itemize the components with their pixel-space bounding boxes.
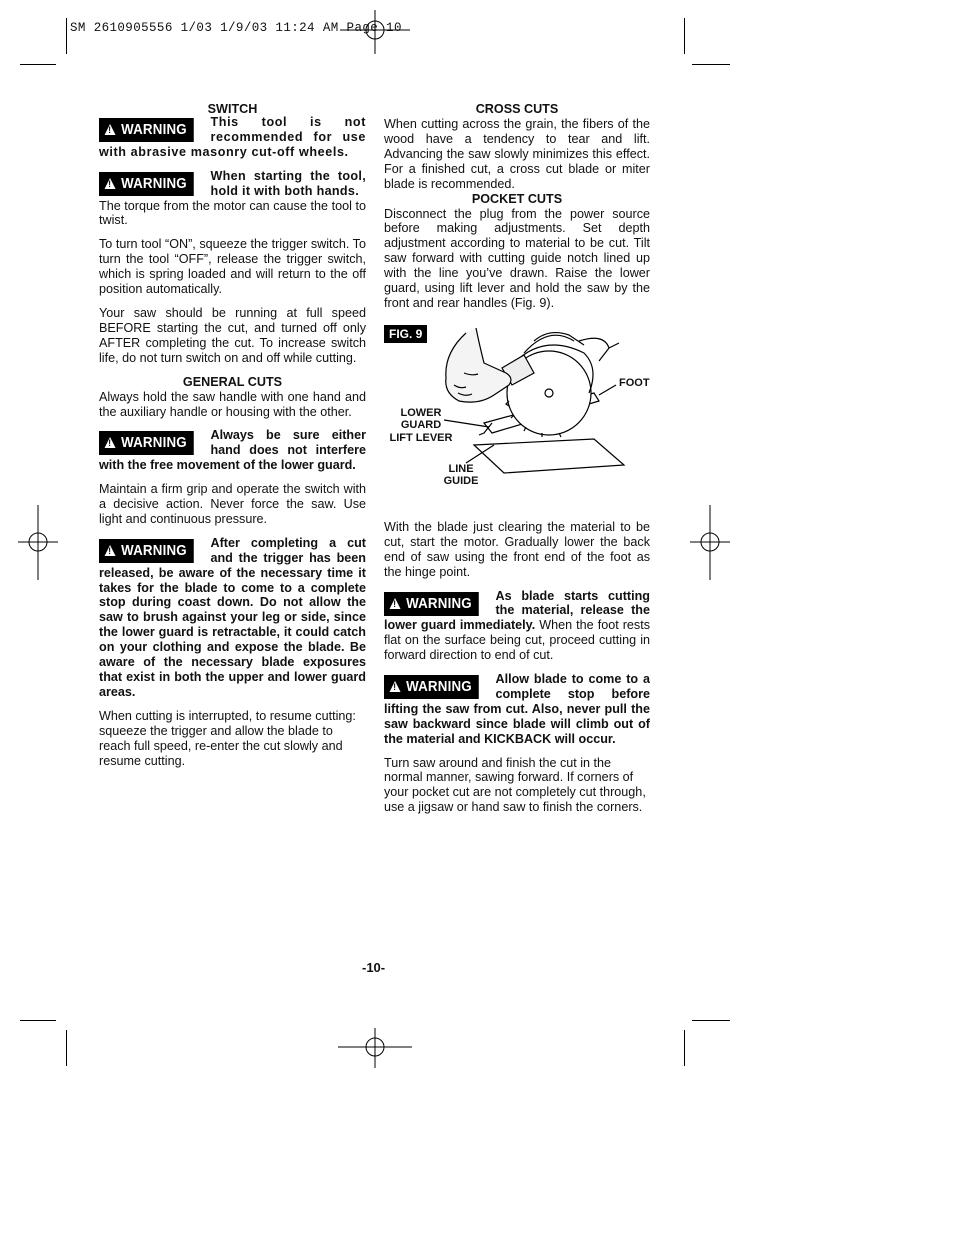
pocket-cuts-text: Disconnect the plug from the power source before making adjustments. Set depth adjustment according to material to be cut. Tilt saw forward with cutting guide notch lined up with the line you’ve drawn. Raise the lower guard, using lift lever and hold the saw by the front and rear handles (Fig. 9). xyxy=(384,206,650,310)
warning-masonry: !WARNING This tool is not recommended for use with abrasive masonry cut-off wheels. xyxy=(99,115,366,160)
warning-both-hands: !WARNING When starting the tool, hold it with both hands. xyxy=(99,169,366,199)
warning-triangle-icon xyxy=(390,681,401,692)
warning-badge: !WARNING xyxy=(384,675,479,699)
figure-9 xyxy=(384,323,654,511)
warning-coast-down: !WARNING After completing a cut and the trigger has been released, be aware of the necessary time it takes for the blade to come to a complete stop during coast down. Do not allow the saw to brush against your leg or side, since the lower guard is retractable, it could catch on your clothing and expose the blade. Be aware of the necessary blade exposures that exist in both the upper and lower guard areas. xyxy=(99,536,366,700)
torque-text: The torque from the motor can cause the tool to twist. xyxy=(99,198,366,228)
warning-triangle-icon xyxy=(105,124,116,135)
warning-badge: !WARNING xyxy=(384,592,479,616)
cross-cuts-text: When cutting across the grain, the fibers of the wood have a tendency to tear and lift. Advancing the saw slowly minimizes this effect. For a finished cut, a cross cut blade or miter blade is recommended. xyxy=(384,117,650,191)
left-column xyxy=(99,102,366,777)
cross-cuts-heading: CROSS CUTS xyxy=(475,102,559,116)
warning-triangle-icon xyxy=(105,178,116,189)
on-off-text: To turn tool “ON”, squeeze the trigger switch. To turn the tool “OFF”, release the trigger switch, which is spring loaded and will return to the off position automatically. xyxy=(99,237,366,297)
pocket-cuts-heading: POCKET CUTS xyxy=(471,191,563,206)
blade-clearing-text: With the blade just clearing the material to be cut, start the motor. Gradually lower the back end of saw using the front end of the foot as the hinge point. xyxy=(384,519,650,579)
warning-triangle-icon xyxy=(105,545,116,556)
warning-badge: !WARNING xyxy=(99,431,194,455)
warning-badge: !WARNING xyxy=(99,539,194,563)
interrupted-text: When cutting is interrupted, to resume cutting: squeeze the trigger and allow the blade to reach full speed, re-enter the cut slowly and resume cutting. xyxy=(99,708,356,768)
callout-line-guide: LINE GUIDE xyxy=(443,462,479,488)
warning-triangle-icon xyxy=(390,598,401,609)
general-cuts-heading: GENERAL CUTS xyxy=(182,374,283,389)
warning-badge: !WARNING xyxy=(99,118,194,142)
right-column xyxy=(384,102,650,824)
callout-lower-guard: LOWER GUARD LIFT LEVER xyxy=(389,406,453,444)
switch-heading: SWITCH xyxy=(207,102,258,116)
turn-saw-text: Turn saw around and finish the cut in the normal manner, sawing forward. If corners of your pocket cut are not completely cut through, use a jigsaw or hand saw to finish the corners. xyxy=(384,755,646,815)
warning-badge: !WARNING xyxy=(99,172,194,196)
figure-label: FIG. 9 xyxy=(384,325,427,343)
warning-lower-guard: !WARNING Always be sure either hand does not interfere with the free movement of the lower guard. xyxy=(99,428,366,473)
full-speed-text: Your saw should be running at full speed BEFORE starting the cut, and turned off only AFTER completing the cut. To increase switch life, do not turn switch on and off while cutting. xyxy=(99,305,366,365)
warning-release-guard: !WARNING As blade starts cutting the material, release the lower guard immediately. When the foot rests flat on the surface being cut, proceed cutting in forward direction to end of cut. xyxy=(384,589,650,664)
grip-text: Maintain a firm grip and operate the switch with a decisive action. Never force the saw. Use light and continuous pressure. xyxy=(99,482,366,526)
general-cuts-text: Always hold the saw handle with one hand and the auxiliary handle or housing with the other. xyxy=(99,389,366,419)
print-slug: SM 2610905556 1/03 1/9/03 11:24 AM Page 10 xyxy=(70,21,402,35)
page-number: -10- xyxy=(362,960,386,975)
callout-foot: FOOT xyxy=(619,376,650,389)
warning-triangle-icon xyxy=(105,437,116,448)
warning-kickback: !WARNING Allow blade to come to a complete stop before lifting the saw from cut. Also, never pull the saw backward since blade will climb out of the material and KICKBACK will occur. xyxy=(384,672,650,747)
